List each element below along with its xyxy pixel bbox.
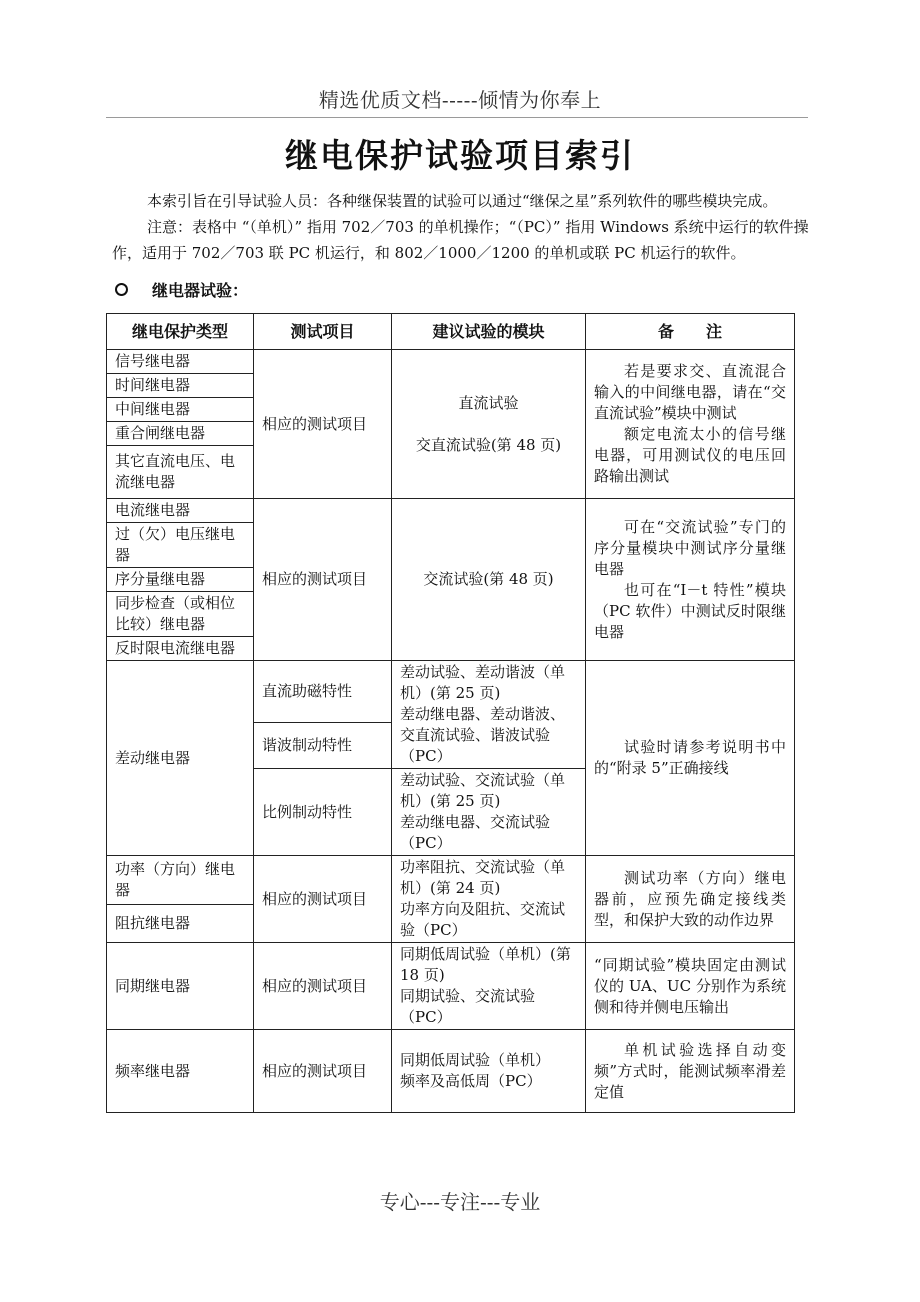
section-title: 继电器试验： [152, 281, 249, 300]
module-text: 直流试验 [458, 393, 519, 412]
remark-text: 也可在“I－t 特性”模块（PC 软件）中测试反时限继电器 [594, 580, 786, 641]
module-text: 同期低周试验（单机） [400, 1051, 551, 1069]
relay-type-cell: 中间继电器 [107, 398, 254, 422]
section-heading [112, 278, 248, 301]
test-item-cell: 直流助磁特性 [254, 661, 392, 723]
remark-cell [586, 856, 795, 943]
remark-text: 额定电流太小的信号继电器，可用测试仪的电压回路输出测试 [594, 425, 786, 485]
module-cell [392, 350, 586, 499]
test-item-cell: 相应的测试项目 [254, 350, 392, 499]
module-cell [392, 856, 586, 943]
remark-cell [586, 499, 795, 661]
module-text: 同期低周试验（单机）(第 18 页) [400, 945, 571, 984]
header-remark: 备 注 [586, 314, 795, 350]
relay-test-index-table [106, 313, 795, 1113]
module-cell [392, 769, 586, 856]
relay-type-cell: 时间继电器 [107, 374, 254, 398]
remark-text: 若是要求交、直流混合输入的中间继电器，请在“交直流试验”模块中测试 [594, 362, 786, 422]
relay-type-cell: 同步检查（或相位比较）继电器 [107, 592, 254, 637]
intro-line-note: 注意：表格中 “（单机）” 指用 702／703 的单机操作；“（PC）” 指用 Windows 系统中运行的软件操作，适用于 702／703 联 PC 机运行，和 802／1000／1200 的单机或联 PC 机运行的软件。 [112, 218, 809, 262]
module-text: 差动试验、差动谐波（单机）(第 25 页) [400, 663, 566, 702]
relay-type-cell: 其它直流电压、电流继电器 [107, 446, 254, 499]
relay-type-cell: 序分量继电器 [107, 568, 254, 592]
relay-type-cell: 功率（方向）继电器 [107, 856, 254, 905]
test-item-cell: 相应的测试项目 [254, 499, 392, 661]
module-text: 功率方向及阻抗、交流试验（PC） [400, 900, 566, 939]
page-footer: 专心---专注---专业 [379, 1190, 541, 1214]
page-header: 精选优质文档-----倾情为你奉上 [318, 88, 602, 112]
remark-cell [586, 943, 795, 1030]
table-row [107, 350, 795, 374]
remark-text: “同期试验”模块固定由测试仪的 UA、UC 分别作为系统侧和待并侧电压输出 [594, 955, 786, 1016]
test-item-cell: 相应的测试项目 [254, 856, 392, 943]
relay-type-cell: 过（欠）电压继电器 [107, 523, 254, 568]
module-text: 交直流试验(第 48 页) [415, 435, 562, 454]
relay-type-cell: 信号继电器 [107, 350, 254, 374]
table-row [107, 499, 795, 523]
module-cell [392, 1030, 586, 1113]
relay-type-cell: 差动继电器 [107, 661, 254, 856]
intro-paragraph [112, 188, 812, 266]
relay-type-cell: 频率继电器 [107, 1030, 254, 1113]
remark-text: 可在“交流试验”专门的序分量模块中测试序分量继电器 [594, 517, 786, 578]
header-module: 建议试验的模块 [392, 314, 586, 350]
module-text: 差动试验、交流试验（单机）(第 25 页) [400, 771, 566, 810]
relay-type-cell: 阻抗继电器 [107, 904, 254, 942]
table-row [107, 1030, 795, 1113]
header-test-item: 测试项目 [254, 314, 392, 350]
header-relay-type: 继电保护类型 [107, 314, 254, 350]
circle-bullet-icon [115, 283, 128, 296]
relay-type-cell: 电流继电器 [107, 499, 254, 523]
test-item-cell: 比例制动特性 [254, 769, 392, 856]
test-item-cell: 相应的测试项目 [254, 943, 392, 1030]
test-item-cell: 谐波制动特性 [254, 722, 392, 768]
module-text: 差动继电器、差动谐波、交直流试验、谐波试验（PC） [400, 705, 566, 765]
table-row [107, 943, 795, 1030]
document-title: 继电保护试验项目索引 [285, 136, 635, 175]
remark-cell [586, 350, 795, 499]
remark-cell [586, 1030, 795, 1113]
table-header-row [107, 314, 795, 350]
intro-line-purpose: 本索引旨在引导试验人员：各种继保装置的试验可以通过“继保之星”系列软件的哪些模块完成。 [147, 192, 778, 210]
module-text: 功率阻抗、交流试验（单机）(第 24 页) [400, 858, 566, 897]
remark-cell [586, 661, 795, 856]
module-text: 同期试验、交流试验（PC） [400, 987, 536, 1026]
module-text: 差动继电器、交流试验（PC） [400, 813, 551, 852]
module-cell: 交流试验(第 48 页) [392, 499, 586, 661]
test-item-cell: 相应的测试项目 [254, 1030, 392, 1113]
module-cell [392, 661, 586, 769]
remark-text: 单机试验选择自动变频”方式时，能测试频率滑差定值 [594, 1040, 786, 1101]
relay-type-cell: 重合闸继电器 [107, 422, 254, 446]
module-cell [392, 943, 586, 1030]
relay-type-cell: 反时限电流继电器 [107, 637, 254, 661]
remark-text: 测试功率（方向）继电器前，应预先确定接线类型，和保护大致的动作边界 [594, 868, 786, 929]
table-row [107, 661, 795, 723]
table-row [107, 856, 795, 905]
remark-text: 试验时请参考说明书中的“附录 5”正确接线 [594, 738, 786, 777]
header-divider [106, 117, 808, 118]
relay-type-cell: 同期继电器 [107, 943, 254, 1030]
module-text: 频率及高低周（PC） [400, 1072, 542, 1090]
